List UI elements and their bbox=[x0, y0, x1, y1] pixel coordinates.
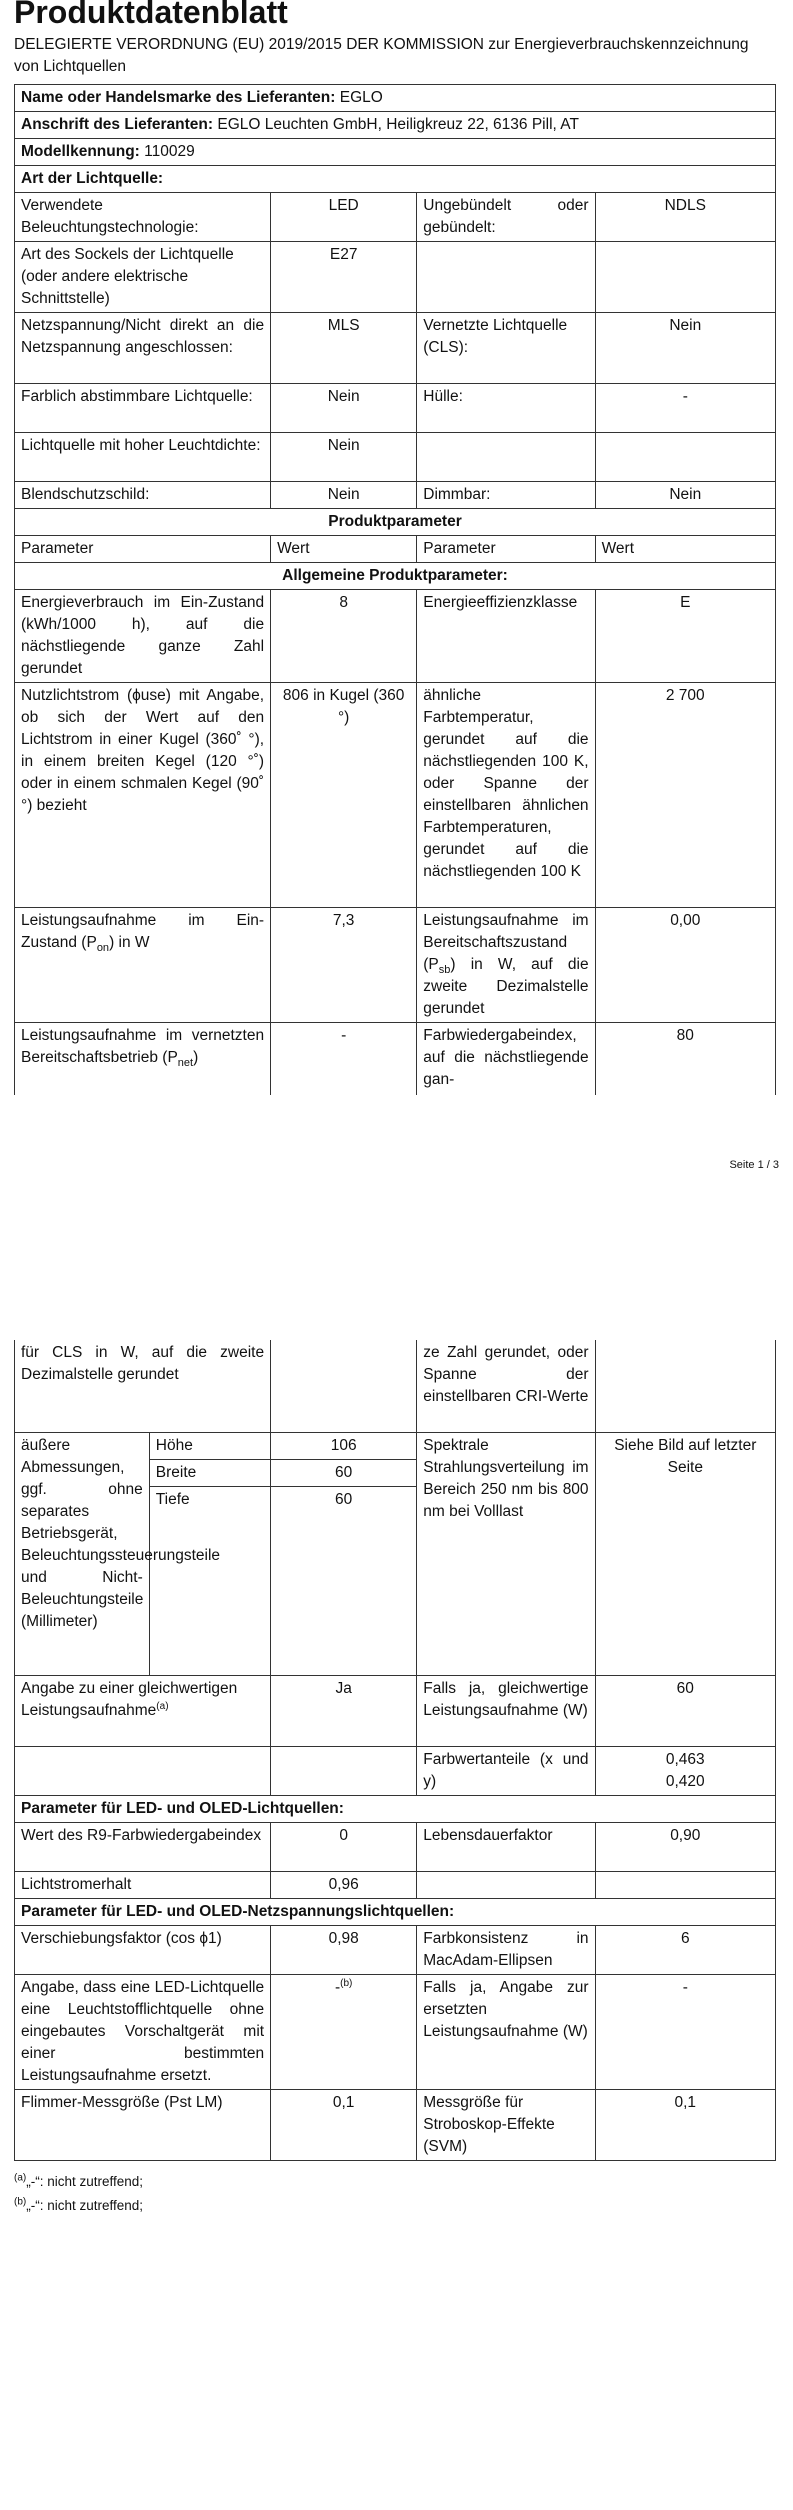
type-value bbox=[595, 433, 775, 482]
param-label: Leistungsaufnahme im Ein-Zustand $(P_{on})$ in W bbox=[15, 908, 271, 1023]
dims-value: 60 bbox=[271, 1460, 417, 1487]
led-header-row bbox=[15, 1796, 776, 1823]
param-value bbox=[595, 1340, 775, 1433]
led-header: Parameter für LED- und OLED-Lichtquellen: bbox=[15, 1796, 776, 1823]
address-label: Anschrift des Lieferanten: bbox=[21, 116, 214, 133]
param-label: Falls ja, Angabe zur ersetzten Leistungsaufnahme (W) bbox=[417, 1975, 595, 2090]
param-value: 0,96 bbox=[271, 1872, 417, 1899]
product-params-header: Produktparameter bbox=[15, 509, 776, 536]
type-label: Farblich abstimmbare Lichtquelle: bbox=[15, 384, 271, 433]
mains-header-row bbox=[15, 1899, 776, 1926]
model-label: Modellkennung: bbox=[21, 143, 140, 160]
model-value: 110029 bbox=[144, 143, 195, 160]
product-params-header-row bbox=[15, 509, 776, 536]
type-label: Vernetzte Lichtquelle (CLS): bbox=[417, 313, 595, 384]
param-label: Wert des R9-Farbwiedergabeindex bbox=[15, 1823, 271, 1872]
table-row bbox=[15, 482, 776, 509]
param-label: ze Zahl gerundet, oder Spanne der einstellbaren CRI-Werte bbox=[417, 1340, 595, 1433]
param-label: Lebensdauerfaktor bbox=[417, 1823, 595, 1872]
table-row bbox=[15, 1823, 776, 1872]
table-row bbox=[15, 2090, 776, 2161]
type-header-row bbox=[15, 166, 776, 193]
dims-label: äußere Abmessungen, ggf. ohne separates Betriebsgerät, Beleuchtungssteuerungsteile und Nicht-Beleuchtungsteile (Millimeter) bbox=[15, 1433, 150, 1676]
model-row bbox=[15, 139, 776, 166]
dims-value: 106 bbox=[271, 1433, 417, 1460]
param-label: Flimmer-Messgröße (Pst LM) bbox=[15, 2090, 271, 2161]
dims-value: 60 bbox=[271, 1487, 417, 1676]
footnote: $^{(b)}$„-“: nicht zutreffend; bbox=[14, 2196, 144, 2213]
param-label: Verschiebungsfaktor (cos ϕ1) bbox=[15, 1926, 271, 1975]
table-row bbox=[15, 313, 776, 384]
param-value: 6 bbox=[595, 1926, 775, 1975]
table-row bbox=[15, 1433, 776, 1460]
param-value: Ja bbox=[271, 1676, 417, 1747]
table-row bbox=[15, 1340, 776, 1433]
param-label: Leistungsaufnahme im Bereitschaftszustand $(P_{sb})$ in W, auf die zweite Dezimalstelle gerundet bbox=[417, 908, 595, 1023]
param-label bbox=[417, 1872, 595, 1899]
type-value: MLS bbox=[271, 313, 417, 384]
table-row bbox=[15, 193, 776, 242]
param-label: Energieeffizienzklasse bbox=[417, 590, 595, 683]
param-label bbox=[15, 1747, 271, 1796]
datasheet-table-1 bbox=[14, 84, 776, 1095]
param-label: Lichtstromerhalt bbox=[15, 1872, 271, 1899]
table-row bbox=[15, 1747, 776, 1796]
type-label: Verwendete Beleuchtungstechnologie: bbox=[15, 193, 271, 242]
type-value: Nein bbox=[271, 433, 417, 482]
param-label: Falls ja, gleichwertige Leistungsaufnahme (W) bbox=[417, 1676, 595, 1747]
general-header-row bbox=[15, 563, 776, 590]
param-value: 0,00 bbox=[595, 908, 775, 1023]
type-label: Lichtquelle mit hoher Leuchtdichte: bbox=[15, 433, 271, 482]
table-row bbox=[15, 683, 776, 908]
param-label: Farbwertanteile (x und y) bbox=[417, 1747, 595, 1796]
type-value: - bbox=[595, 384, 775, 433]
column-header: Parameter bbox=[417, 536, 595, 563]
param-label: Farbwiedergabeindex, auf die nächstliegende gan- bbox=[417, 1023, 595, 1096]
param-value bbox=[595, 1872, 775, 1899]
type-value: NDLS bbox=[595, 193, 775, 242]
param-label: Nutzlichtstrom (ϕuse) mit Angabe, ob sich der Wert auf den Lichtstrom in einer Kugel (360˚ °), in einem breiten Kegel (120 °˚) oder in einem schmalen Kegel (90˚ °) bezieht bbox=[15, 683, 271, 908]
param-label: Energieverbrauch im Ein-Zustand (kWh/1000 h), auf die nächstliegende ganze Zahl gerundet bbox=[15, 590, 271, 683]
dims-key: Breite bbox=[149, 1460, 270, 1487]
type-label: Hülle: bbox=[417, 384, 595, 433]
table-row bbox=[15, 1023, 776, 1096]
param-head-row bbox=[15, 536, 776, 563]
param-value: - bbox=[595, 1975, 775, 2090]
param-label: Leistungsaufnahme im vernetzten Bereitschaftsbetrieb $(P_{net})$ bbox=[15, 1023, 271, 1096]
address-value: EGLO Leuchten GmbH, Heiligkreuz 22, 6136 Pill, AT bbox=[217, 116, 579, 133]
dims-key: Höhe bbox=[149, 1433, 270, 1460]
regulation-intro: DELEGIERTE VERORDNUNG (EU) 2019/2015 DER KOMMISSION zur Energieverbrauchskennzeichnung von Lichtquellen bbox=[14, 36, 749, 75]
supplier-label: Name oder Handelsmarke des Lieferanten: bbox=[21, 89, 336, 106]
type-value: E27 bbox=[271, 242, 417, 313]
param-value: 806 in Kugel (360 °) bbox=[271, 683, 417, 908]
param-label: ähnliche Farbtemperatur, gerundet auf die nächstliegenden 100 K, oder Spanne der einstellbaren ähnlichen Farbtemperaturen, gerundet auf die nächstliegenden 100 K bbox=[417, 683, 595, 908]
type-label: Ungebündelt oder gebündelt: bbox=[417, 193, 595, 242]
param-value bbox=[271, 1340, 417, 1433]
table-row bbox=[15, 384, 776, 433]
param-label: Messgröße für Stroboskop-Effekte (SVM) bbox=[417, 2090, 595, 2161]
param-value: 0,1 bbox=[271, 2090, 417, 2161]
param-value: -$^{(b)}$ bbox=[271, 1975, 417, 2090]
table-row bbox=[15, 908, 776, 1023]
page-title: Produktdatenblatt bbox=[14, 0, 288, 30]
type-label bbox=[417, 242, 595, 313]
param-label: für CLS in W, auf die zweite Dezimalstelle gerundet bbox=[15, 1340, 271, 1433]
param-value: 2 700 bbox=[595, 683, 775, 908]
param-value: 0,1 bbox=[595, 2090, 775, 2161]
footnote: $^{(a)}$„-“: nicht zutreffend; bbox=[14, 2172, 144, 2189]
table-row bbox=[15, 1975, 776, 2090]
type-value: Nein bbox=[595, 482, 775, 509]
param-value: 7,3 bbox=[271, 908, 417, 1023]
table-row bbox=[15, 1872, 776, 1899]
table-row bbox=[15, 1676, 776, 1747]
datasheet-table-2 bbox=[14, 1340, 776, 2161]
general-header: Allgemeine Produktparameter: bbox=[15, 563, 776, 590]
table-row bbox=[15, 433, 776, 482]
type-value: LED bbox=[271, 193, 417, 242]
param-label: Farbkonsistenz in MacAdam-Ellipsen bbox=[417, 1926, 595, 1975]
param-value bbox=[271, 1747, 417, 1796]
param-label: Angabe, dass eine LED-Lichtquelle eine Leuchtstofflichtquelle ohne eingebautes Vorschaltgerät mit einer bestimmten Leistungsaufnahme ersetzt. bbox=[15, 1975, 271, 2090]
column-header: Parameter bbox=[15, 536, 271, 563]
table-row bbox=[15, 242, 776, 313]
table-row bbox=[15, 590, 776, 683]
param-value: 0,463 0,420 bbox=[595, 1747, 775, 1796]
mains-header: Parameter für LED- und OLED-Netzspannungslichtquellen: bbox=[15, 1899, 776, 1926]
table-row bbox=[15, 1926, 776, 1975]
param-value: 0,98 bbox=[271, 1926, 417, 1975]
param-value: 80 bbox=[595, 1023, 775, 1096]
type-value: Nein bbox=[271, 384, 417, 433]
type-label: Blendschutzschild: bbox=[15, 482, 271, 509]
type-value: Nein bbox=[595, 313, 775, 384]
type-label bbox=[417, 433, 595, 482]
param-value: - bbox=[271, 1023, 417, 1096]
param-value: 0,90 bbox=[595, 1823, 775, 1872]
supplier-value: EGLO bbox=[339, 89, 383, 106]
dims-key: Tiefe bbox=[149, 1487, 270, 1676]
param-value: Siehe Bild auf letzter Seite bbox=[595, 1433, 775, 1676]
param-value: 0 bbox=[271, 1823, 417, 1872]
page-2 bbox=[14, 1340, 776, 2161]
type-header: Art der Lichtquelle: bbox=[15, 166, 776, 193]
type-label: Art des Sockels der Lichtquelle (oder andere elektrische Schnittstelle) bbox=[15, 242, 271, 313]
type-label: Dimmbar: bbox=[417, 482, 595, 509]
param-value: 60 bbox=[595, 1676, 775, 1747]
address-row bbox=[15, 112, 776, 139]
param-value: E bbox=[595, 590, 775, 683]
param-label: Angabe zu einer gleichwertigen Leistungsaufnahme$^{(a)}$ bbox=[15, 1676, 271, 1747]
type-label: Netzspannung/Nicht direkt an die Netzspannung angeschlossen: bbox=[15, 313, 271, 384]
supplier-row bbox=[15, 85, 776, 112]
page-1 bbox=[14, 0, 776, 1095]
type-value: Nein bbox=[271, 482, 417, 509]
type-value bbox=[595, 242, 775, 313]
footnotes bbox=[14, 2170, 143, 2218]
column-header: Wert bbox=[595, 536, 775, 563]
page-number: Seite 1 / 3 bbox=[729, 1159, 779, 1171]
param-label: Spektrale Strahlungsverteilung im Bereich 250 nm bis 800 nm bei Volllast bbox=[417, 1433, 595, 1676]
param-value: 8 bbox=[271, 590, 417, 683]
column-header: Wert bbox=[271, 536, 417, 563]
